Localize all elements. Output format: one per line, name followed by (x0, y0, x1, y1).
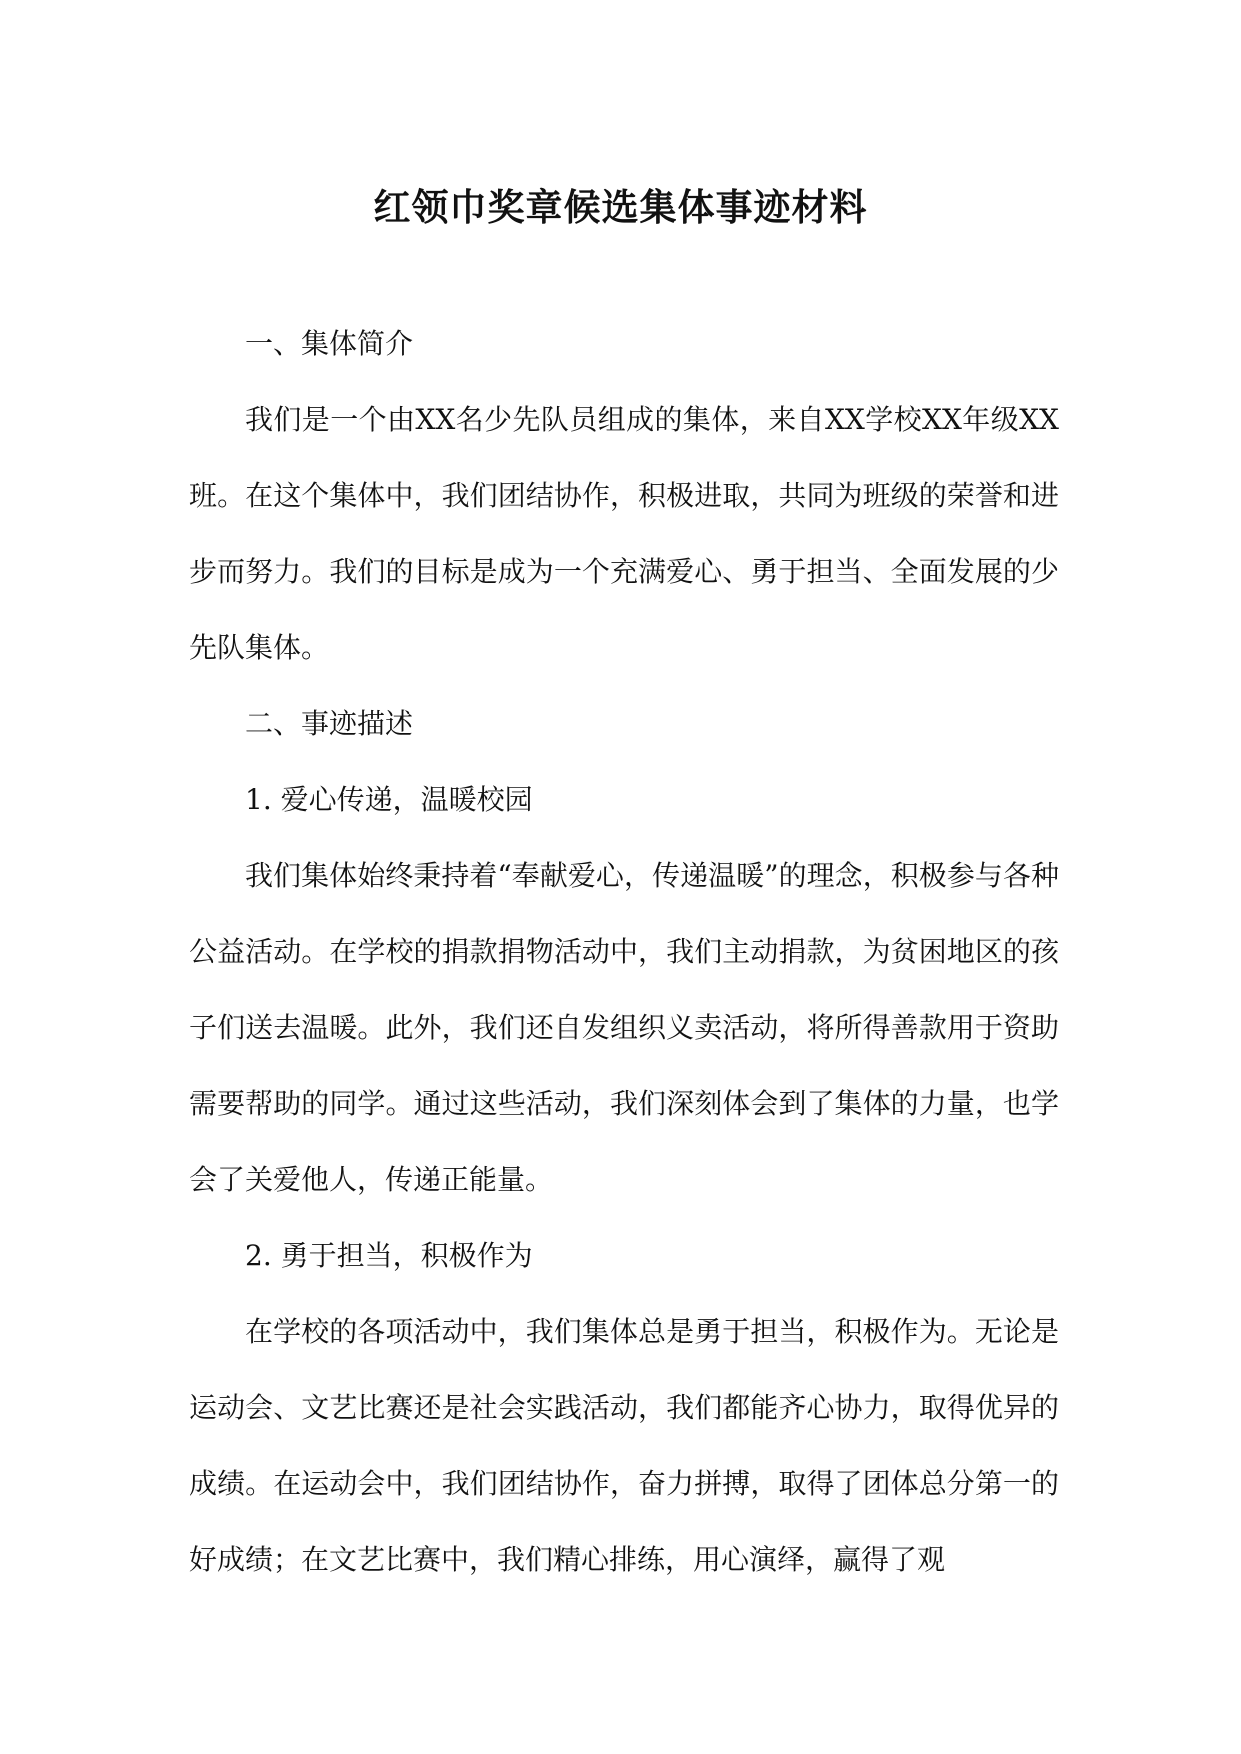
document-body (189, 306, 1059, 1598)
paragraph-responsibility: 在学校的各项活动中，我们集体总是勇于担当，积极作为。无论是运动会、文艺比赛还是社会实践活动，我们都能齐心协力，取得优异的成绩。在运动会中，我们团结协作，奋力拼搏，取得了团体总分第一的好成绩；在文艺比赛中，我们精心排练，用心演绎，赢得了观 (189, 1315, 1059, 1576)
section-heading-deeds: 二、事迹描述 (245, 707, 414, 740)
subheading-responsibility: 2. 勇于担当，积极作为 (245, 1239, 533, 1272)
paragraph-love: 我们集体始终秉持着“奉献爱心，传递温暖”的理念，积极参与各种公益活动。在学校的捐款捐物活动中，我们主动捐款，为贫困地区的孩子们送去温暖。此外，我们还自发组织义卖活动，将所得善款用于资助需要帮助的同学。通过这些活动，我们深刻体会到了集体的力量，也学会了关爱他人，传递正能量。 (189, 859, 1059, 1196)
section-heading-intro: 一、集体简介 (245, 327, 414, 360)
subheading-love: 1. 爱心传递，温暖校园 (245, 783, 533, 816)
paragraph-intro: 我们是一个由XX名少先队员组成的集体，来自XX学校XX年级XX班。在这个集体中，我们团结协作，积极进取，共同为班级的荣誉和进步而努力。我们的目标是成为一个充满爱心、勇于担当、全面发展的少先队集体。 (189, 403, 1059, 664)
document-title: 红领巾奖章候选集体事迹材料 (373, 186, 868, 229)
